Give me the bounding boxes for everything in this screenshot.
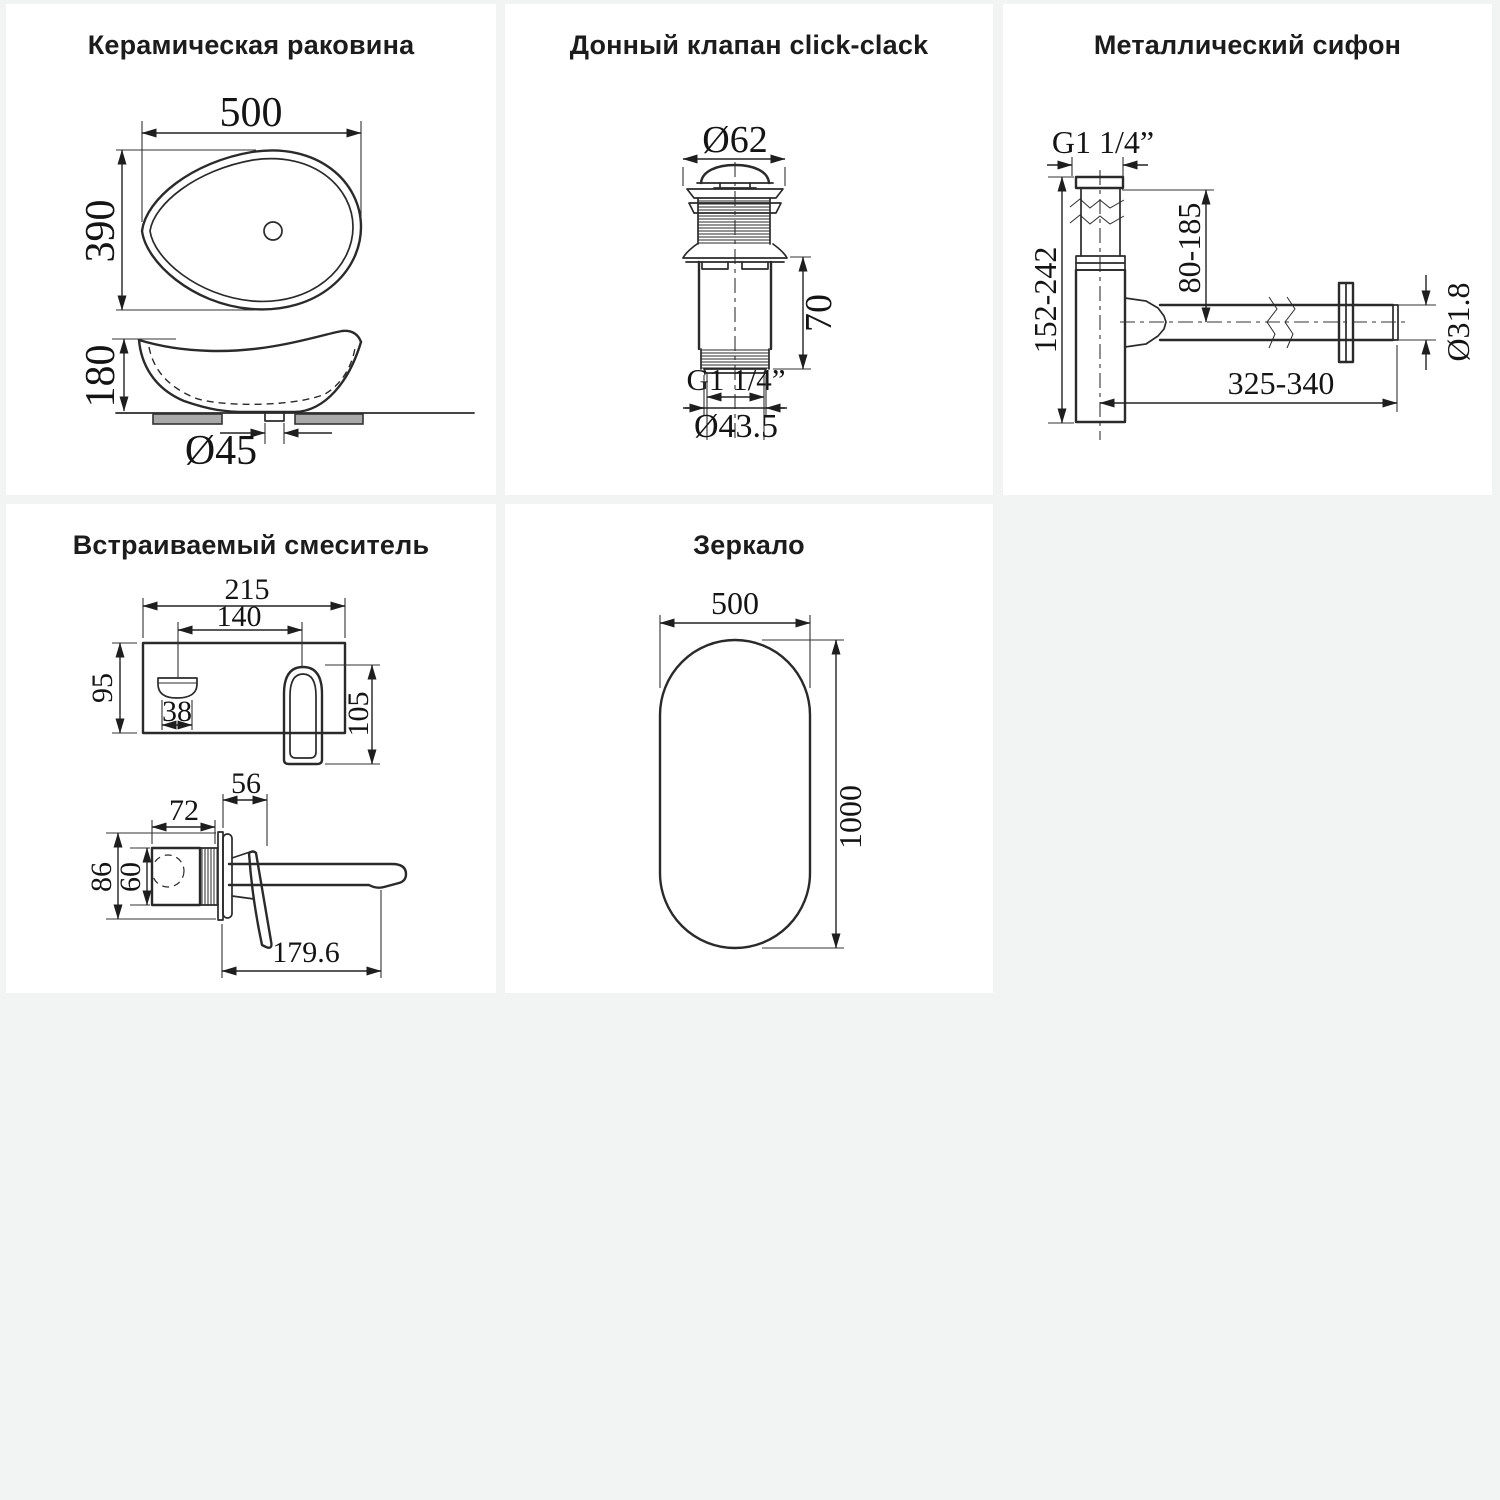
dim-valve-cap: Ø62 [702, 119, 768, 161]
dim-mixer-spout-to-handle: 140 [216, 600, 262, 633]
dim-valve-thread: G1 1/4” [686, 362, 786, 397]
dim-siphon-height-range: 152-242 [1027, 246, 1063, 354]
sink-top-view [142, 150, 361, 309]
mixer-side-view [152, 832, 406, 948]
siphon-dimensions [1027, 124, 1476, 423]
dim-mixer-handle-height: 105 [342, 691, 375, 737]
dim-sink-height: 180 [78, 344, 124, 408]
panel-mixer [6, 504, 496, 993]
panel-sink [6, 4, 496, 495]
dim-mirror-height: 1000 [832, 785, 868, 849]
mirror-drawing [505, 504, 993, 993]
dim-mixer-spout-length: 179.6 [272, 936, 340, 969]
mixer-side-dimensions [85, 767, 381, 978]
sink-side-view [116, 331, 474, 424]
valve-drawing [505, 4, 993, 495]
sink-right-pad [295, 414, 363, 424]
mixer-front-dimensions [86, 573, 380, 764]
dim-siphon-length-range: 325-340 [1227, 365, 1335, 401]
dim-valve-diameter: Ø43.5 [693, 408, 779, 445]
mirror-dimensions [660, 585, 868, 948]
panel-mirror-title: Зеркало [693, 530, 805, 560]
mirror-outline [660, 640, 810, 948]
dim-sink-drain: Ø45 [184, 428, 258, 474]
panel-siphon [1003, 4, 1492, 495]
dim-sink-width: 500 [219, 90, 283, 136]
dim-siphon-inlet-range: 80-185 [1171, 202, 1207, 294]
sink-drawing [6, 4, 496, 495]
dim-siphon-thread: G1 1/4” [1051, 124, 1155, 160]
panel-sink-title: Керамическая раковина [87, 30, 415, 60]
panel-valve-title: Донный клапан click-clack [569, 30, 929, 60]
dim-mixer-body-depth: 72 [169, 794, 199, 827]
dim-mixer-spout-width: 38 [162, 695, 192, 728]
valve-dimensions [683, 119, 840, 445]
panel-mirror [505, 504, 993, 993]
dim-mixer-body-height: 60 [114, 862, 147, 892]
panel-siphon-title: Металлический сифон [1093, 30, 1402, 60]
sink-drain-hole [264, 222, 282, 240]
valve-body [683, 162, 787, 440]
dim-mixer-plate-height: 95 [86, 673, 119, 703]
dim-mixer-plate-width: 215 [224, 573, 270, 606]
mixer-drawing [6, 504, 496, 993]
dim-mixer-handle-depth: 56 [231, 767, 261, 800]
dim-mixer-wall-plate-height: 86 [85, 862, 118, 892]
sink-left-pad [153, 414, 222, 424]
panel-mixer-title: Встраиваемый смеситель [72, 530, 430, 560]
siphon-drawing [1003, 4, 1492, 495]
dim-siphon-pipe-diameter: Ø31.8 [1440, 282, 1476, 362]
dim-sink-depth: 390 [78, 199, 124, 263]
panel-valve [505, 4, 993, 495]
dim-valve-height: 70 [798, 294, 840, 332]
dim-mirror-width: 500 [711, 585, 759, 621]
